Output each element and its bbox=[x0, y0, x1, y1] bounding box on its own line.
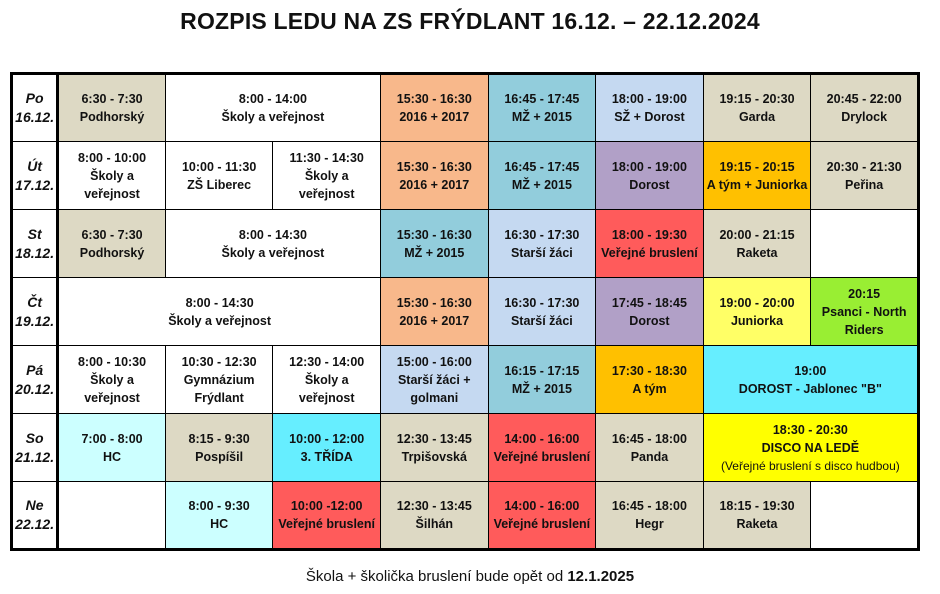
schedule-slot bbox=[381, 74, 489, 142]
slot-time: 6:30 - 7:30 bbox=[81, 92, 143, 106]
slot-label: 2016 + 2017 bbox=[399, 313, 470, 328]
slot-time: 19:15 - 20:15 bbox=[719, 159, 795, 174]
schedule-slot bbox=[488, 74, 596, 142]
slot-label: Peřina bbox=[845, 177, 884, 192]
schedule-slot bbox=[165, 210, 380, 278]
schedule-slot bbox=[273, 414, 381, 482]
slot-time: 8:00 - 14:00 bbox=[238, 92, 307, 106]
slot-label: Psanci - North Riders bbox=[821, 304, 907, 337]
slot-label: Gymnázium Frýdlant bbox=[183, 372, 255, 405]
slot-time: 15:30 - 16:30 bbox=[396, 227, 472, 242]
slot-time: 15:30 - 16:30 bbox=[396, 159, 472, 174]
slot-label: Podhorský bbox=[79, 245, 145, 260]
day-name: Čt bbox=[27, 293, 43, 310]
slot-time: 16:30 - 17:30 bbox=[504, 227, 580, 242]
slot-label: 2016 + 2017 bbox=[399, 177, 470, 192]
slot-time: 18:00 - 19:00 bbox=[611, 159, 687, 174]
slot-time: 16:45 - 18:00 bbox=[611, 499, 687, 513]
schedule-slot bbox=[596, 346, 704, 414]
slot-time: 18:15 - 19:30 bbox=[719, 499, 795, 513]
slot-label: MŽ + 2015 bbox=[511, 381, 572, 396]
day-name: So bbox=[25, 429, 44, 446]
slot-label: Hegr bbox=[635, 517, 664, 531]
day-date: 22.12. bbox=[15, 516, 55, 532]
day-date: 19.12. bbox=[15, 312, 55, 329]
slot-label: Veřejné bruslení bbox=[278, 517, 375, 531]
schedule-slot bbox=[703, 210, 811, 278]
slot-label: Školy a veřejnost bbox=[221, 245, 325, 260]
schedule-slot bbox=[273, 482, 381, 550]
slot-label: HC bbox=[210, 517, 229, 531]
day-date: 17.12. bbox=[15, 176, 55, 193]
slot-label: Školy a veřejnost bbox=[84, 168, 140, 201]
slot-time: 15:30 - 16:30 bbox=[396, 92, 472, 106]
schedule-slot bbox=[58, 210, 166, 278]
slot-time: 16:45 - 17:45 bbox=[504, 92, 580, 106]
slot-time: 8:00 - 10:00 bbox=[77, 150, 147, 165]
day-label bbox=[12, 278, 58, 346]
schedule-slot bbox=[488, 210, 596, 278]
slot-label: Dorost bbox=[629, 177, 670, 192]
schedule-slot bbox=[381, 414, 489, 482]
schedule-slot bbox=[58, 346, 166, 414]
schedule-slot bbox=[58, 482, 166, 550]
schedule-slot bbox=[165, 142, 273, 210]
schedule-slot bbox=[273, 142, 381, 210]
slot-time: 17:30 - 18:30 bbox=[611, 363, 687, 378]
slot-label: Školy a veřejnost bbox=[168, 313, 272, 328]
slot-label: MŽ + 2015 bbox=[404, 245, 465, 260]
schedule-slot bbox=[165, 346, 273, 414]
day-label bbox=[12, 142, 58, 210]
slot-label: 3. TŘÍDA bbox=[300, 449, 353, 464]
slot-time: 6:30 - 7:30 bbox=[81, 227, 143, 242]
slot-label: Školy a veřejnost bbox=[84, 372, 140, 405]
slot-label: Drylock bbox=[841, 110, 888, 124]
day-name: Ne bbox=[25, 497, 44, 513]
schedule-slot bbox=[596, 74, 704, 142]
schedule-table bbox=[10, 72, 920, 551]
slot-label: DOROST - Jablonec "B" bbox=[738, 381, 882, 396]
slot-time: 19:00 - 20:00 bbox=[719, 295, 795, 310]
slot-time: 8:00 - 9:30 bbox=[188, 499, 250, 513]
slot-time: 12:30 - 13:45 bbox=[396, 499, 472, 513]
slot-label: Veřejné bruslení bbox=[601, 245, 698, 260]
day-row bbox=[12, 482, 919, 550]
day-name: Pá bbox=[26, 361, 44, 378]
slot-time: 14:00 - 16:00 bbox=[504, 499, 580, 513]
day-label bbox=[12, 346, 58, 414]
schedule-slot bbox=[703, 346, 918, 414]
slot-label: Školy a veřejnost bbox=[221, 110, 325, 124]
slot-time: 11:30 - 14:30 bbox=[289, 150, 364, 165]
slot-time: 20:15 bbox=[848, 286, 881, 301]
slot-time: 15:30 - 16:30 bbox=[396, 295, 472, 310]
slot-label: Panda bbox=[630, 449, 669, 464]
schedule-slot bbox=[811, 278, 919, 346]
slot-time: 16:30 - 17:30 bbox=[504, 295, 580, 310]
slot-time: 10:00 - 12:00 bbox=[289, 431, 365, 446]
day-row bbox=[12, 414, 919, 482]
day-label bbox=[12, 482, 58, 550]
day-name: St bbox=[27, 225, 42, 242]
slot-label: Šilhán bbox=[415, 517, 454, 531]
schedule-slot bbox=[381, 142, 489, 210]
day-row bbox=[12, 278, 919, 346]
schedule-slot bbox=[58, 278, 381, 346]
footer-text: Škola + školička bruslení bude opět od bbox=[305, 568, 568, 585]
slot-time: 10:00 - 11:30 bbox=[181, 159, 257, 174]
slot-label: Veřejné bruslení bbox=[493, 517, 591, 531]
slot-time: 19:15 - 20:30 bbox=[719, 92, 795, 106]
schedule-slot bbox=[58, 74, 166, 142]
slot-label: Juniorka bbox=[730, 313, 784, 328]
schedule-slot bbox=[381, 210, 489, 278]
day-name: Út bbox=[27, 157, 43, 174]
schedule-slot bbox=[165, 74, 380, 142]
schedule-slot bbox=[811, 74, 919, 142]
day-row bbox=[12, 210, 919, 278]
day-label bbox=[12, 210, 58, 278]
slot-time: 12:30 - 13:45 bbox=[396, 431, 472, 446]
slot-label: SŽ + Dorost bbox=[614, 110, 685, 124]
schedule-slot bbox=[703, 278, 811, 346]
slot-time: 16:45 - 17:45 bbox=[504, 159, 580, 174]
slot-label: Školy a veřejnost bbox=[298, 168, 355, 201]
slot-label: 2016 + 2017 bbox=[399, 110, 470, 124]
slot-label: Starší žáci bbox=[510, 245, 573, 260]
slot-time: 8:00 - 14:30 bbox=[238, 227, 307, 242]
footer-note bbox=[0, 568, 940, 585]
day-row bbox=[12, 142, 919, 210]
slot-label: DISCO NA LEDĚ bbox=[761, 440, 860, 455]
page-title: ROZPIS LEDU NA ZS FRÝDLANT 16.12. – 22.12.2024 bbox=[180, 8, 760, 34]
slot-label: Veřejné bruslení bbox=[493, 449, 591, 464]
day-name: Po bbox=[25, 90, 44, 106]
schedule-slot bbox=[596, 482, 704, 550]
slot-time: 14:00 - 16:00 bbox=[504, 431, 580, 446]
slot-time: 12:30 - 14:00 bbox=[289, 354, 365, 369]
slot-label: Raketa bbox=[736, 517, 778, 531]
schedule-slot bbox=[488, 346, 596, 414]
schedule-slot bbox=[488, 482, 596, 550]
schedule-slot bbox=[488, 278, 596, 346]
schedule-slot bbox=[488, 414, 596, 482]
slot-time: 10:30 - 12:30 bbox=[181, 354, 257, 369]
slot-time: 20:45 - 22:00 bbox=[826, 92, 902, 106]
day-date: 18.12. bbox=[15, 244, 55, 261]
slot-time: 16:15 - 17:15 bbox=[504, 363, 580, 378]
schedule-slot bbox=[703, 414, 918, 482]
slot-label: ZŠ Liberec bbox=[187, 177, 252, 192]
schedule-slot bbox=[596, 414, 704, 482]
slot-time: 18:30 - 20:30 bbox=[772, 422, 848, 437]
schedule-slot bbox=[381, 346, 489, 414]
slot-label: A tým bbox=[632, 381, 667, 396]
slot-label: A tým + Juniorka bbox=[706, 177, 808, 192]
slot-label: HC bbox=[103, 449, 122, 464]
schedule-slot bbox=[596, 142, 704, 210]
slot-time: 8:15 - 9:30 bbox=[188, 431, 250, 446]
schedule-slot bbox=[596, 278, 704, 346]
slot-label: Školy a veřejnost bbox=[298, 372, 355, 405]
slot-time: 18:00 - 19:00 bbox=[611, 92, 687, 106]
slot-label: Podhorský bbox=[79, 110, 145, 124]
schedule-slot bbox=[165, 482, 273, 550]
slot-label: MŽ + 2015 bbox=[511, 110, 572, 124]
slot-label: Dorost bbox=[629, 313, 670, 328]
day-label bbox=[12, 74, 58, 142]
schedule-slot bbox=[381, 278, 489, 346]
schedule-slot bbox=[58, 142, 166, 210]
slot-label: MŽ + 2015 bbox=[511, 177, 572, 192]
slot-time: 18:00 - 19:30 bbox=[611, 227, 687, 242]
schedule-slot bbox=[811, 482, 919, 550]
schedule-body bbox=[12, 74, 919, 550]
schedule-slot bbox=[703, 142, 811, 210]
slot-time: 17:45 - 18:45 bbox=[611, 295, 687, 310]
slot-note: (Veřejné bruslení s disco hudbou) bbox=[720, 458, 900, 473]
day-label bbox=[12, 414, 58, 482]
schedule-slot bbox=[273, 346, 381, 414]
slot-time: 10:00 -12:00 bbox=[290, 499, 363, 513]
slot-time: 16:45 - 18:00 bbox=[611, 431, 687, 446]
schedule-slot bbox=[58, 414, 166, 482]
slot-label: Garda bbox=[738, 110, 776, 124]
slot-label: Raketa bbox=[736, 245, 778, 260]
slot-label: Starší žáci bbox=[510, 313, 573, 328]
slot-time: 19:00 bbox=[794, 363, 827, 378]
schedule-slot bbox=[381, 482, 489, 550]
slot-label: Starší žáci + golmani bbox=[397, 372, 471, 405]
day-date: 21.12. bbox=[15, 448, 55, 465]
day-row bbox=[12, 346, 919, 414]
day-date: 20.12. bbox=[15, 380, 55, 397]
day-date: 16.12. bbox=[15, 109, 55, 125]
slot-time: 20:30 - 21:30 bbox=[826, 159, 902, 174]
schedule-slot bbox=[811, 210, 919, 278]
day-row bbox=[12, 74, 919, 142]
slot-label: Trpišovská bbox=[401, 449, 467, 464]
schedule-slot bbox=[596, 210, 704, 278]
schedule-slot bbox=[488, 142, 596, 210]
schedule-slot bbox=[811, 142, 919, 210]
schedule-slot bbox=[703, 74, 811, 142]
slot-label: Pospíšil bbox=[195, 449, 244, 464]
schedule-slot bbox=[703, 482, 811, 550]
footer-date: 12.1.2025 bbox=[567, 568, 635, 585]
slot-time: 20:00 - 21:15 bbox=[719, 227, 795, 242]
schedule-slot bbox=[165, 414, 273, 482]
slot-time: 15:00 - 16:00 bbox=[396, 354, 472, 369]
slot-time: 7:00 - 8:00 bbox=[81, 431, 143, 446]
slot-time: 8:00 - 10:30 bbox=[77, 354, 147, 369]
slot-time: 8:00 - 14:30 bbox=[185, 295, 254, 310]
